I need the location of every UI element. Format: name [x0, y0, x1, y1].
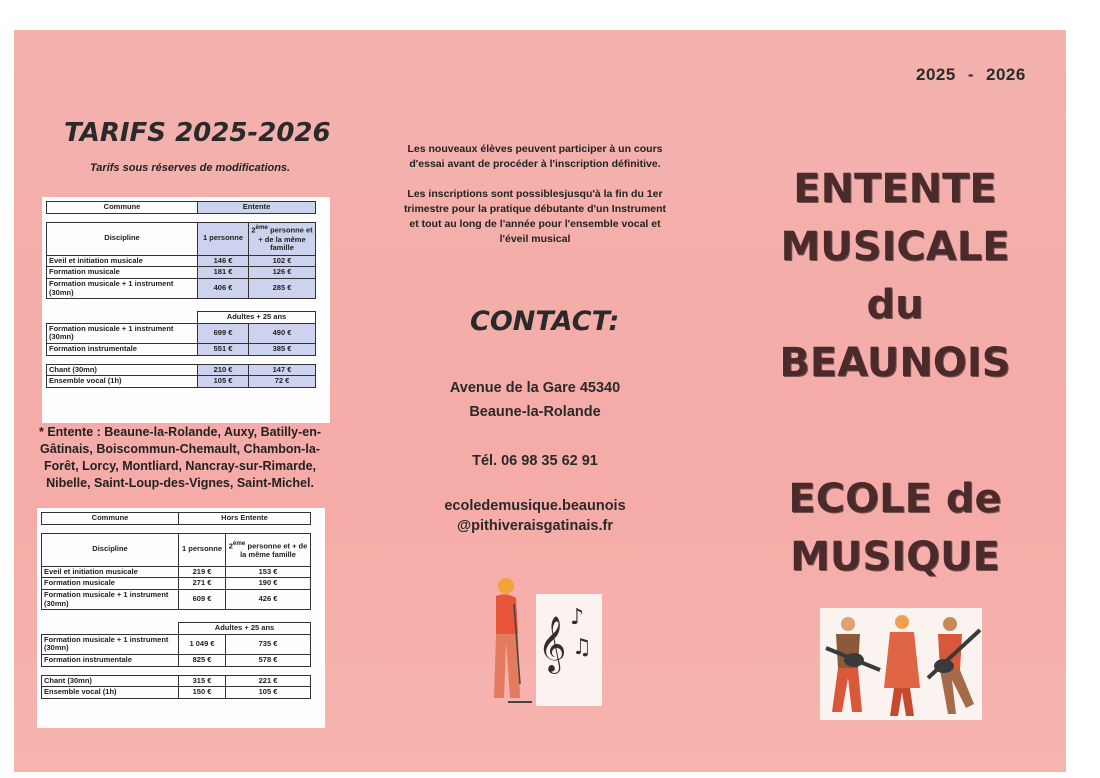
email-line1: ecoledemusique.beaunois	[444, 498, 626, 514]
adults-header: Adultes + 25 ans	[179, 623, 311, 635]
contact-title: CONTACT:	[470, 306, 620, 337]
commune-header: Commune	[47, 202, 198, 214]
singer-illustration	[484, 574, 604, 708]
group-header: Hors Entente	[179, 513, 311, 525]
one-person-header: 1 personne	[179, 533, 226, 566]
adults-header: Adultes + 25 ans	[198, 312, 316, 324]
commune-header: Commune	[42, 513, 179, 525]
second-person-header: 2ème personne et + de la même famille	[249, 222, 316, 255]
year-start: 2025	[916, 65, 956, 84]
discipline-header: Discipline	[47, 222, 198, 255]
organization-title: ENTENTE MUSICALE du BEAUNOIS	[779, 166, 1011, 386]
svg-text:𝄞: 𝄞	[538, 616, 567, 672]
table-row: Ensemble vocal (1h) 150 € 105 €	[42, 687, 311, 699]
discipline-header: Discipline	[42, 533, 179, 566]
registration-period-text: Les inscriptions sont possiblesjusqu'à la fin du 1er trimestre pour la pratique débutante d'un Instrument et tout au long de l'année pour l'ensemble vocal et l'éveil musical	[403, 188, 667, 245]
tarifs-title: TARIFS 2025-2026	[64, 118, 331, 148]
table-row: Chant (30mn) 210 € 147 €	[47, 364, 316, 376]
table-row: Formation musicale + 1 instrument (30mn) 699 € 490 €	[47, 323, 316, 343]
table-row: Formation musicale 271 € 190 €	[42, 578, 311, 590]
table-row: Formation musicale 181 € 126 €	[47, 267, 316, 279]
table-row: Chant (30mn) 315 € 221 €	[42, 675, 311, 687]
table-row: Formation musicale + 1 instrument (30mn) 609 € 426 €	[42, 589, 311, 609]
band-illustration	[820, 608, 982, 720]
entente-note: * Entente : Beaune-la-Rolande, Auxy, Batilly-en-Gâtinais, Boiscommun-Chemault, Chambon-la-Forêt, Lorcy, Montliard, Nancray-sur-Rimarde, Nibelle, Saint-Loup-des-Vignes, Saint-Michel.	[39, 425, 321, 490]
table-row: Formation musicale + 1 instrument (30mn) 1 049 € 735 €	[42, 634, 311, 654]
group-header: Entente	[198, 202, 316, 214]
year-separator: -	[967, 65, 974, 84]
address-line1: Avenue de la Gare 45340	[449, 380, 621, 396]
tarifs-table-entente	[42, 197, 330, 423]
school-title: ECOLE de MUSIQUE	[788, 476, 1002, 580]
phone-number: Tél. 06 98 35 62 91	[472, 453, 598, 469]
table-row: Formation musicale + 1 instrument (30mn) 406 € 285 €	[47, 278, 316, 298]
table-row: Formation instrumentale 825 € 578 €	[42, 655, 311, 667]
table-row: Formation instrumentale 551 € 385 €	[47, 344, 316, 356]
season-year	[910, 65, 1032, 85]
year-end: 2026	[986, 65, 1026, 84]
svg-text:♫: ♫	[572, 635, 592, 660]
email-line2: @pithiveraisgatinais.fr	[457, 518, 613, 534]
one-person-header: 1 personne	[198, 222, 249, 255]
table-row: Eveil et initiation musicale 219 € 153 €	[42, 566, 311, 578]
tarifs-subtitle: Tarifs sous réserves de modifications.	[90, 162, 291, 174]
second-person-header: 2ème personne et + de la même famille	[226, 533, 311, 566]
inscription-info	[400, 142, 670, 247]
trial-lesson-text: Les nouveaux élèves peuvent participer à un cours d'essai avant de procéder à l'inscription définitive.	[407, 143, 663, 170]
tarifs-table-hors-entente	[37, 508, 325, 728]
table-row: Eveil et initiation musicale 146 € 102 €	[47, 255, 316, 267]
address-line2: Beaune-la-Rolande	[469, 404, 601, 420]
svg-text:♪: ♪	[570, 605, 585, 630]
table-row: Ensemble vocal (1h) 105 € 72 €	[47, 376, 316, 388]
